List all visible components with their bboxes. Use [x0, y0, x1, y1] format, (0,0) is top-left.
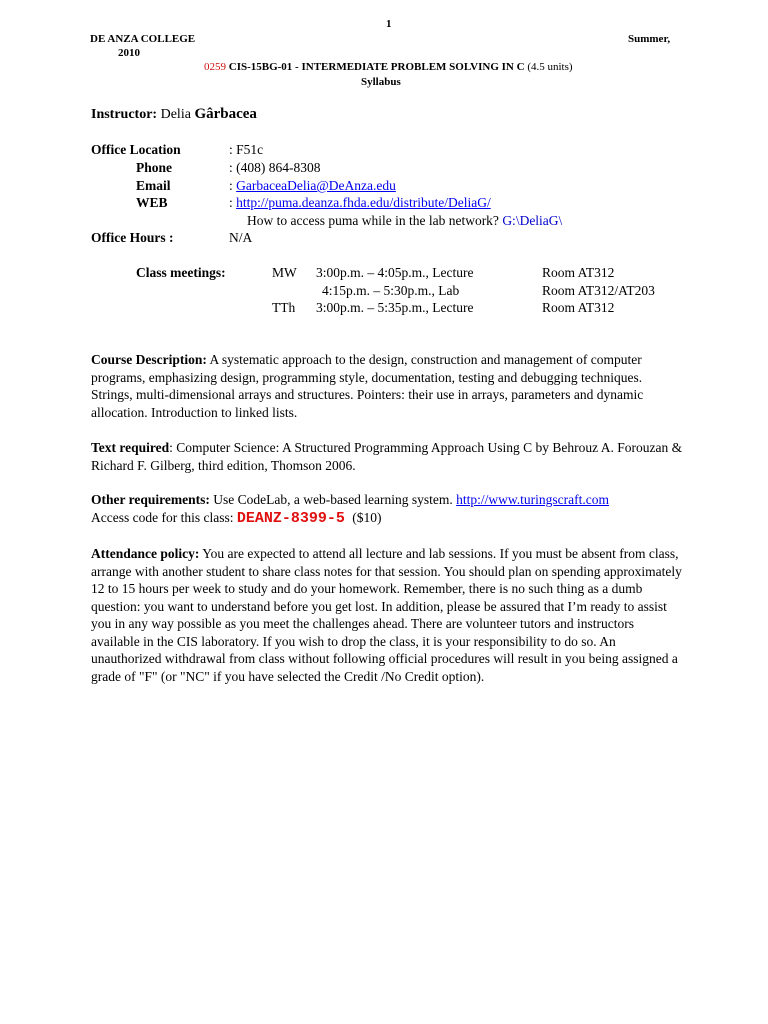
phone-label: Phone [136, 160, 173, 175]
puma-path: G:\DeliaG\ [502, 213, 563, 228]
instructor-first-name: Delia [160, 107, 191, 122]
text-required [91, 439, 683, 474]
college-name: DE ANZA COLLEGE [90, 33, 196, 45]
doc-type: Syllabus [361, 76, 401, 88]
meeting-time: 4:15p.m. – 5:30p.m., Lab [322, 283, 460, 298]
text-required-label: Text required [91, 440, 170, 455]
web-link[interactable]: http://puma.deanza.fhda.edu/distribute/DeliaG/ [236, 195, 491, 210]
page-number: 1 [386, 18, 392, 30]
course-units: (4.5 units) [527, 61, 573, 73]
class-meetings-label: Class meetings: [136, 265, 226, 280]
email-line [229, 178, 396, 194]
web-line [229, 195, 491, 211]
office-hours-label: Office Hours : [91, 230, 174, 245]
course-title: CIS-15BG-01 - INTERMEDIATE PROBLEM SOLVING IN C [228, 61, 525, 73]
office-location-value: : F51c [229, 142, 264, 157]
attendance-policy-text: You are expected to attend all lecture and lab sessions. If you must be absent from class, arrange with another student to share class notes for that session. You should plan on spending approximately 12 to 15 hours per week to study and do your homework. Remember, there is no such thing as a dumb question: you want to understand before you get lost. In addition, please be assured that I’m ready to assist you in any way possible as you meet the challenges ahead. There are volunteer tutors and instructors available in the CIS laboratory. If you wish to drop the class, it is your responsibility to do so. An unauthorized withdrawal from class without following official procedures will result in you being assigned a grade of "F" (or "NC" if you have selected the Credit /No Credit option). [91, 546, 682, 684]
course-heading [204, 61, 573, 73]
text-required-text: : Computer Science: A Structured Programming Approach Using C by Behrouz A. Forouzan & Richard F. Gilberg, third edition, Thomson 2006. [91, 440, 683, 473]
instructor-last-name: Gârbacea [194, 106, 257, 122]
term-year: 2010 [118, 47, 140, 59]
course-description-label: Course Description: [91, 352, 207, 367]
office-location-label: Office Location [91, 142, 181, 157]
course-code: 0259 [204, 61, 226, 73]
meeting-days: TTh [272, 300, 296, 315]
email-label: Email [136, 178, 171, 193]
puma-note-line [247, 213, 562, 229]
phone-value: : (408) 864-8308 [229, 160, 321, 175]
meeting-room: Room AT312 [542, 265, 615, 280]
course-description [91, 351, 683, 421]
term-label: Summer, [628, 33, 671, 45]
email-prefix: : [229, 178, 237, 193]
web-label: WEB [136, 195, 168, 210]
other-requirements-text: Use CodeLab, a web-based learning system. [213, 492, 453, 507]
access-code-price: ($10) [352, 509, 382, 525]
meeting-time: 3:00p.m. – 5:35p.m., Lecture [316, 300, 474, 315]
course-description-text: A systematic approach to the design, construction and management of computer programs, emphasizing design, programming style, documentation, testing and debugging techniques. Strings, multi-dimensional arrays and structures. Pointers: their use in arrays, parameters and dynamic allocation. Introduction to linked lists. [91, 352, 644, 420]
email-link[interactable]: GarbaceaDelia@DeAnza.edu [236, 178, 396, 193]
other-requirements-label: Other requirements: [91, 492, 210, 507]
meeting-days: MW [272, 265, 297, 280]
web-prefix: : [229, 195, 237, 210]
access-code: DEANZ-8399-5 [236, 509, 345, 527]
meeting-room: Room AT312/AT203 [542, 283, 655, 298]
meeting-time: 3:00p.m. – 4:05p.m., Lecture [316, 265, 474, 280]
attendance-policy [91, 545, 683, 685]
attendance-policy-label: Attendance policy: [91, 546, 200, 561]
instructor-label: Instructor: [91, 107, 158, 122]
instructor-line [91, 106, 257, 123]
meeting-room: Room AT312 [542, 300, 615, 315]
codelab-link[interactable]: http://www.turingscraft.com [456, 492, 610, 507]
puma-note: How to access puma while in the lab network? [247, 213, 499, 228]
office-hours-value: N/A [229, 230, 253, 245]
access-code-label: Access code for this class: [91, 509, 234, 525]
other-requirements [91, 491, 683, 527]
